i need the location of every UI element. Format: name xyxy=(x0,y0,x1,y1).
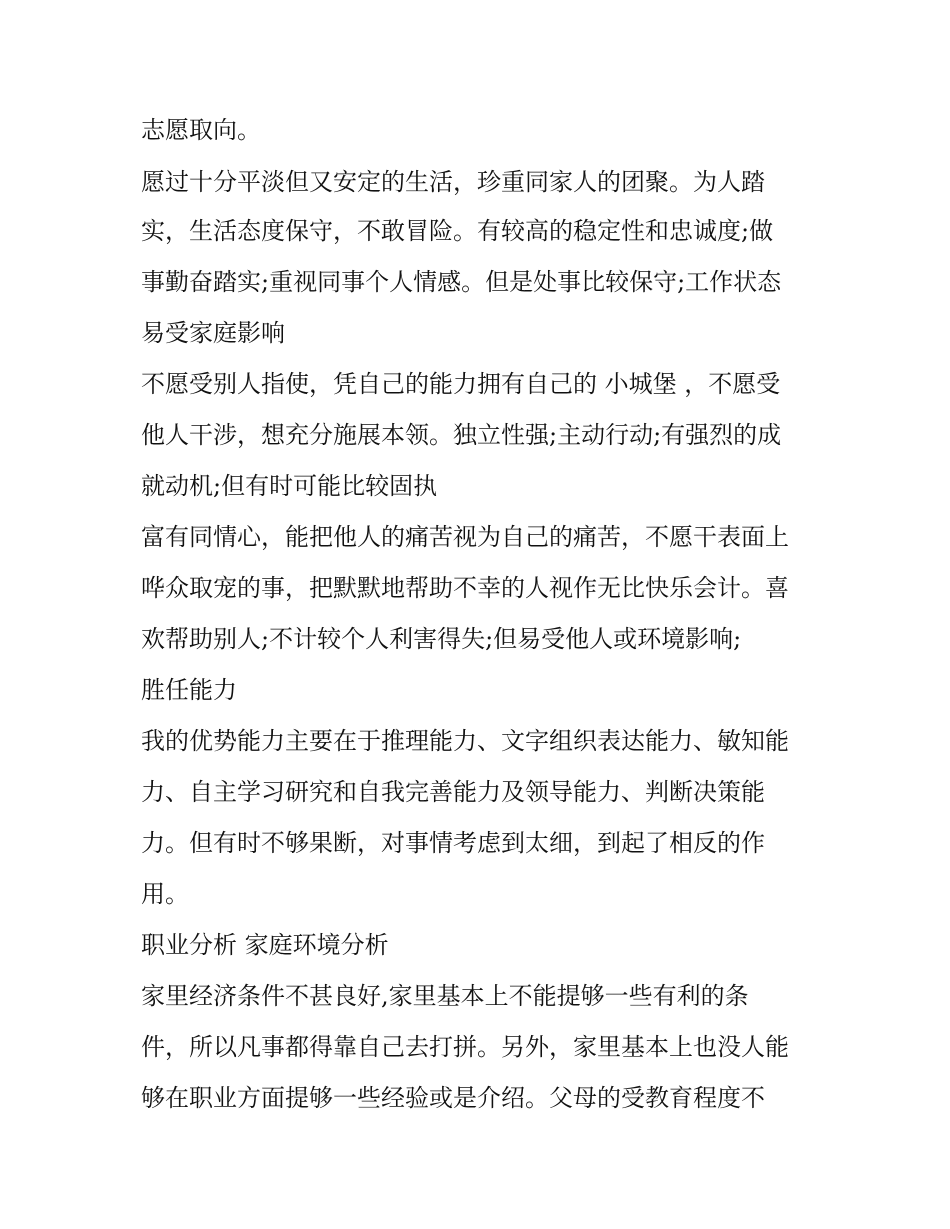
text-line: 实，生活态度保守，不敢冒险。有较高的稳定性和忠诚度;做 xyxy=(141,217,774,245)
text-line: 够在职业方面提够一些经验或是介绍。父母的受教育程度不 xyxy=(141,1084,765,1112)
text-line: 易受家庭影响 xyxy=(141,319,285,347)
text-line: 用。 xyxy=(141,880,189,908)
text-line: 哗众取宠的事，把默默地帮助不幸的人视作无比快乐会计。喜 xyxy=(141,574,789,602)
text-line: 愿过十分平淡但又安定的生活，珍重同家人的团聚。为人踏 xyxy=(141,168,765,196)
text-line: 家里经济条件不甚良好,家里基本上不能提够一些有利的条 xyxy=(141,982,749,1010)
text-line: 力、自主学习研究和自我完善能力及领导能力、判断决策能 xyxy=(141,778,765,806)
text-line: 力。但有时不够果断，对事情考虑到太细，到起了相反的作 xyxy=(141,829,765,857)
section-heading: 胜任能力 xyxy=(141,676,237,704)
text-line: 不愿受别人指使，凭自己的能力拥有自己的 小城堡 ，不愿受 xyxy=(141,370,781,398)
text-line: 志愿取向。 xyxy=(141,116,261,144)
text-line: 就动机;但有时可能比较固执 xyxy=(141,472,438,500)
text-line: 件，所以凡事都得靠自己去打拼。另外，家里基本上也没人能 xyxy=(141,1033,789,1061)
section-heading: 职业分析 家庭环境分析 xyxy=(141,931,389,959)
text-line: 我的优势能力主要在于推理能力、文字组织表达能力、敏知能 xyxy=(141,727,789,755)
text-line: 富有同情心，能把他人的痛苦视为自己的痛苦，不愿干表面上 xyxy=(141,523,789,551)
text-line: 他人干涉，想充分施展本领。独立性强;主动行动;有强烈的成 xyxy=(141,421,782,449)
text-line: 欢帮助别人;不计较个人利害得失;但易受他人或环境影响; xyxy=(141,625,742,653)
text-line: 事勤奋踏实;重视同事个人情感。但是处事比较保守;工作状态 xyxy=(141,268,782,296)
